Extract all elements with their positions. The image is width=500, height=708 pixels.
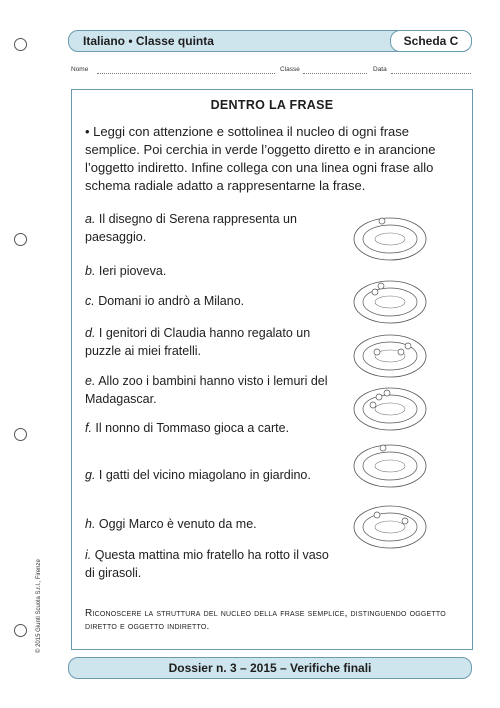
subject-label: Italiano • Classe quinta bbox=[83, 34, 214, 48]
data-label: Data bbox=[373, 66, 387, 73]
sentence-item: d. I genitori di Claudia hanno regalato un puzzle ai miei fratelli. bbox=[85, 326, 311, 358]
binder-hole bbox=[14, 38, 27, 51]
binder-hole bbox=[14, 233, 27, 246]
classe-label: Classe bbox=[280, 66, 300, 73]
sentence-item: e. Allo zoo i bambini hanno visto i lemuri del Madagascar. bbox=[85, 374, 328, 406]
instruction-text: • Leggi con attenzione e sottolinea il nucleo di ogni frase semplice. Poi cerchia in verde l’oggetto diretto e in arancione l’oggetto indiretto. Infine collega con una linea ogni frase allo schema radiale adatto a rappresentarne la frase. bbox=[85, 124, 436, 193]
classe-field[interactable] bbox=[303, 66, 367, 74]
binder-hole bbox=[14, 624, 27, 637]
sentence-item: b. Ieri pioveva. bbox=[85, 264, 167, 278]
sentence-item: a. Il disegno di Serena rappresenta un paesaggio. bbox=[85, 212, 297, 244]
sentence-item: f. Il nonno di Tommaso gioca a carte. bbox=[85, 421, 290, 435]
sentence-item: g. I gatti del vicino miagolano in giardino. bbox=[85, 468, 311, 482]
radial-schema[interactable] bbox=[353, 444, 428, 488]
exercise-sheet bbox=[71, 89, 473, 650]
sentence-item: c. Domani io andrò a Milano. bbox=[85, 294, 245, 308]
radial-schema[interactable] bbox=[353, 334, 428, 378]
data-field[interactable] bbox=[391, 66, 471, 74]
nome-label: Nome bbox=[71, 66, 89, 73]
scheda-label: Scheda C bbox=[390, 30, 472, 52]
radial-schema[interactable] bbox=[353, 505, 428, 549]
binder-hole bbox=[14, 428, 27, 441]
header-bar bbox=[68, 30, 472, 52]
sentence-item: i. Questa mattina mio fratello ha rotto il vaso di girasoli. bbox=[85, 548, 329, 580]
radial-schema[interactable] bbox=[353, 387, 428, 431]
radial-schema[interactable] bbox=[353, 280, 428, 324]
learning-objective: Riconoscere la struttura del nucleo della frase semplice, distinguendo oggetto diretto e oggetto indiretto. bbox=[85, 608, 446, 632]
page-title: DENTRO LA FRASE bbox=[210, 98, 334, 112]
footer-bar: Dossier n. 3 – 2015 – Verifiche finali bbox=[68, 657, 472, 679]
nome-field[interactable] bbox=[97, 66, 275, 74]
copyright-text: © 2015 Giunti Scuola S.r.l., Firenze bbox=[36, 559, 42, 653]
sentence-item: h. Oggi Marco è venuto da me. bbox=[85, 517, 257, 531]
radial-schema[interactable] bbox=[353, 217, 428, 261]
